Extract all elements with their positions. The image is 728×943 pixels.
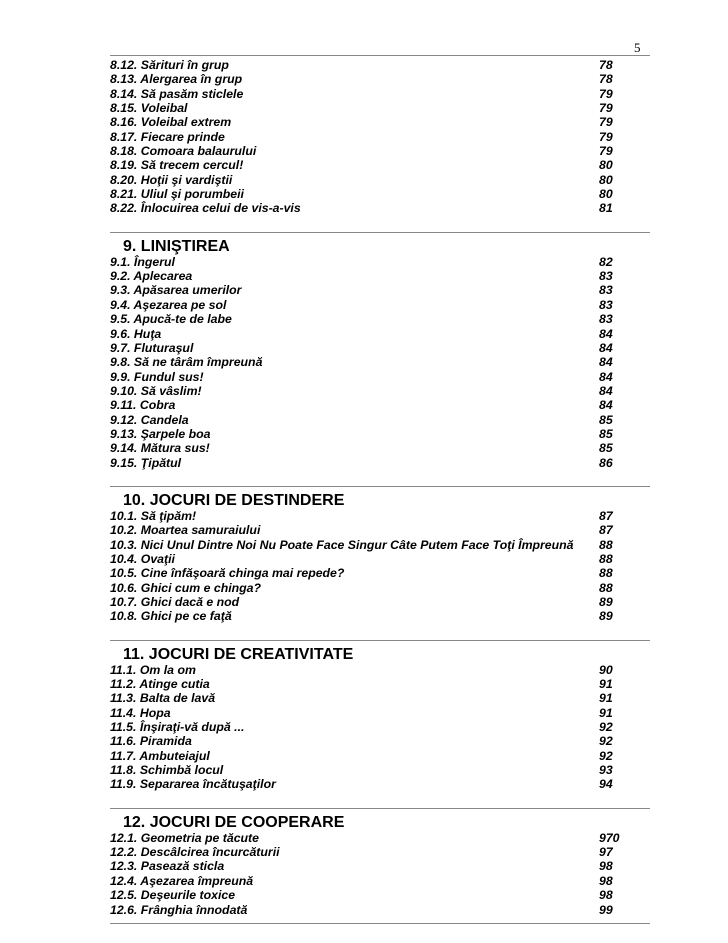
toc-entry-page: 82 <box>599 254 613 269</box>
section-heading: 12. JOCURI DE COOPERARE <box>123 813 345 831</box>
toc-entry-title: 12.1. Geometria pe tăcute <box>110 830 259 845</box>
toc-entry <box>110 173 650 187</box>
toc-entry-page: 92 <box>599 748 613 763</box>
toc-entry-title: 10.7. Ghici dacă e nod <box>110 595 240 609</box>
toc-entry <box>110 327 650 341</box>
toc-entry <box>110 663 650 677</box>
toc-entry-page: 85 <box>599 441 613 456</box>
toc-entry-title: 11.3. Balta de lavă <box>110 691 216 706</box>
toc-section <box>110 808 650 923</box>
toc-entry-page: 99 <box>599 902 613 917</box>
page-number: 5 <box>634 40 641 55</box>
toc-entry-title: 9.12. Candela <box>110 412 189 427</box>
toc-section <box>110 640 650 798</box>
toc-entry-page: 79 <box>599 144 613 159</box>
toc-entry-title: 9.13. Şarpele boa <box>110 426 211 441</box>
toc-entry-page: 97 <box>599 845 613 860</box>
toc-entry-title: 8.12. Sărituri în grup <box>110 58 229 72</box>
toc-entry-title: 12.5. Deşeurile toxice <box>110 888 236 903</box>
bottom-divider <box>110 923 650 924</box>
toc-entry-title: 9.8. Să ne târâm împreună <box>110 355 263 370</box>
toc-section <box>110 486 650 630</box>
toc-entry <box>110 509 650 523</box>
toc-entry <box>110 101 650 115</box>
section-divider <box>110 232 650 233</box>
toc-entry-title: 10.4. Ovaţii <box>110 551 175 566</box>
toc-entry <box>110 566 650 580</box>
section-divider <box>110 808 650 809</box>
toc-entry-page: 79 <box>599 115 613 130</box>
toc-entry-title: 8.21. Uliul şi porumbeii <box>110 187 244 202</box>
toc-entry <box>110 874 650 888</box>
toc-entry-page: 83 <box>599 312 613 327</box>
toc-entry-title: 10.6. Ghici cum e chinga? <box>110 580 262 595</box>
toc-entry-title: 9.6. Huţa <box>110 326 162 341</box>
toc-entry-title: 8.18. Comoara balaurului <box>110 144 257 159</box>
toc-entry-title: 11.4. Hopa <box>110 705 171 720</box>
toc-entry-title: 9.15. Ţipătul <box>110 455 182 470</box>
toc-entry <box>110 158 650 172</box>
toc-entry <box>110 456 650 470</box>
toc-entry-page: 92 <box>599 734 613 749</box>
toc-entry <box>110 523 650 537</box>
toc-entry-page: 93 <box>599 763 613 778</box>
toc-entry-title: 8.16. Voleibal extrem <box>110 115 232 130</box>
toc-entry-page: 88 <box>599 537 613 552</box>
toc-entry <box>110 201 650 215</box>
toc-entry <box>110 763 650 777</box>
toc-entry-page: 79 <box>599 101 613 116</box>
toc-entry <box>110 269 650 283</box>
toc-entry-title: 9.11. Cobra <box>110 398 176 413</box>
toc-entry-title: 11.5. Înşiraţi-vă după ... <box>110 720 245 735</box>
toc-entry-title: 10.1. Să ţipăm! <box>110 508 197 523</box>
toc-entry-title: 11.2. Atinge cutia <box>110 677 210 692</box>
toc-entry <box>110 691 650 705</box>
toc-entry <box>110 595 650 609</box>
toc-entry-title: 9.10. Să vâslim! <box>110 383 202 398</box>
toc-entry-page: 84 <box>599 369 613 384</box>
toc-entry-page: 87 <box>599 508 613 523</box>
toc-entry <box>110 845 650 859</box>
toc-entry <box>110 888 650 902</box>
toc-entry-title: 9.5. Apucă-te de labe <box>110 312 232 327</box>
toc-entry-page: 91 <box>599 691 613 706</box>
toc-entry-page: 85 <box>599 412 613 427</box>
toc-entry <box>110 677 650 691</box>
toc-entry-page: 78 <box>599 58 613 72</box>
toc-entry-page: 85 <box>599 426 613 441</box>
toc-section <box>110 232 650 476</box>
toc-entry-page: 91 <box>599 705 613 720</box>
toc-entry-page: 970 <box>599 830 620 845</box>
toc-entry-page: 92 <box>599 720 613 735</box>
toc-entry <box>110 87 650 101</box>
toc-entry-page: 98 <box>599 859 613 874</box>
toc-entry-page: 89 <box>599 595 613 609</box>
toc-entry-page: 80 <box>599 172 613 187</box>
table-of-contents <box>110 55 650 924</box>
toc-entry-title: 9.4. Aşezarea pe sol <box>110 297 227 312</box>
toc-entry-page: 79 <box>599 129 613 144</box>
toc-entry <box>110 903 650 917</box>
section-heading: 10. JOCURI DE DESTINDERE <box>123 491 345 509</box>
toc-entries <box>110 255 650 476</box>
toc-entry-page: 84 <box>599 340 613 355</box>
toc-entries <box>110 663 650 798</box>
toc-entry-page: 80 <box>599 158 613 173</box>
toc-entry-title: 9.2. Aplecarea <box>110 269 193 284</box>
toc-entry <box>110 413 650 427</box>
toc-entries <box>110 56 650 222</box>
toc-entry <box>110 777 650 791</box>
toc-entry <box>110 581 650 595</box>
toc-entry-page: 80 <box>599 187 613 202</box>
toc-entry-title: 11.9. Separarea încătuşaţilor <box>110 777 276 792</box>
toc-entry-page: 86 <box>599 455 613 470</box>
toc-entry-title: 9.1. Îngerul <box>110 254 175 269</box>
toc-entry-page: 84 <box>599 398 613 413</box>
toc-entry-title: 12.2. Descâlcirea încurcăturii <box>110 845 280 860</box>
toc-entry <box>110 130 650 144</box>
toc-entry <box>110 427 650 441</box>
toc-entry-title: 8.17. Fiecare prinde <box>110 129 225 144</box>
toc-entry <box>110 283 650 297</box>
toc-entry-page: 98 <box>599 873 613 888</box>
toc-entry-title: 12.6. Frânghia înnodată <box>110 902 248 917</box>
toc-entry-title: 10.5. Cine înfăşoară chinga mai repede? <box>110 566 345 581</box>
toc-entry-title: 9.14. Mătura sus! <box>110 441 210 456</box>
toc-section <box>110 55 650 222</box>
toc-entry <box>110 312 650 326</box>
toc-entry <box>110 144 650 158</box>
toc-entry-title: 10.3. Nici Unul Dintre Noi Nu Poate Face Singur Câte Putem Face Toţi Împreună <box>110 537 574 552</box>
toc-entry <box>110 58 650 72</box>
toc-entry-title: 12.4. Aşezarea împreună <box>110 873 254 888</box>
toc-entry-title: 11.1. Om la om <box>110 662 196 677</box>
toc-entry <box>110 398 650 412</box>
toc-entry <box>110 734 650 748</box>
toc-entry-page: 98 <box>599 888 613 903</box>
toc-entry-page: 88 <box>599 551 613 566</box>
toc-entry <box>110 441 650 455</box>
toc-entry-title: 11.8. Schimbă locul <box>110 763 224 778</box>
toc-entry-page: 90 <box>599 662 613 677</box>
toc-entry-title: 8.22. Înlocuirea celui de vis-a-vis <box>110 201 301 216</box>
toc-entry-title: 9.3. Apăsarea umerilor <box>110 283 242 298</box>
toc-entry <box>110 552 650 566</box>
toc-entry-page: 94 <box>599 777 613 792</box>
toc-entry-title: 12.3. Pasează sticla <box>110 859 225 874</box>
toc-entry-title: 8.19. Să trecem cercul! <box>110 158 244 173</box>
toc-entry-title: 9.7. Fluturaşul <box>110 340 194 355</box>
toc-entry-page: 79 <box>599 86 613 101</box>
toc-entry-page: 88 <box>599 580 613 595</box>
toc-entry <box>110 370 650 384</box>
toc-entries <box>110 509 650 630</box>
toc-entry <box>110 749 650 763</box>
toc-entry-page: 88 <box>599 566 613 581</box>
toc-entry <box>110 255 650 269</box>
toc-entry <box>110 187 650 201</box>
toc-entries <box>110 831 650 923</box>
toc-entry <box>110 720 650 734</box>
toc-entry-title: 10.8. Ghici pe ce faţă <box>110 609 232 624</box>
toc-entry-page: 91 <box>599 677 613 692</box>
toc-entry-page: 84 <box>599 355 613 370</box>
toc-entry-page: 78 <box>599 72 613 87</box>
toc-entry-title: 11.7. Ambuteiajul <box>110 748 210 763</box>
toc-entry-title: 10.2. Moartea samuraiului <box>110 523 261 538</box>
toc-entry-page: 83 <box>599 283 613 298</box>
toc-entry-title: 8.13. Alergarea în grup <box>110 72 243 87</box>
toc-entry <box>110 298 650 312</box>
toc-entry <box>110 609 650 623</box>
toc-entry-title: 9.9. Fundul sus! <box>110 369 204 384</box>
toc-entry <box>110 384 650 398</box>
toc-entry <box>110 859 650 873</box>
toc-entry-page: 87 <box>599 523 613 538</box>
toc-entry <box>110 115 650 129</box>
toc-entry-page: 83 <box>599 297 613 312</box>
toc-entry-page: 84 <box>599 383 613 398</box>
toc-entry-page: 84 <box>599 326 613 341</box>
section-heading: 9. LINIŞTIREA <box>123 237 230 255</box>
toc-entry <box>110 538 650 552</box>
toc-entry-page: 81 <box>599 201 613 216</box>
toc-entry-title: 8.15. Voleibal <box>110 101 188 116</box>
toc-entry <box>110 355 650 369</box>
section-divider <box>110 640 650 641</box>
toc-entry <box>110 706 650 720</box>
toc-entry <box>110 341 650 355</box>
toc-entry-title: 8.20. Hoţii şi vardiştii <box>110 172 233 187</box>
toc-entry-page: 89 <box>599 609 613 624</box>
section-divider <box>110 486 650 487</box>
toc-entry <box>110 72 650 86</box>
toc-entry-title: 11.6. Piramida <box>110 734 192 749</box>
toc-entry-page: 83 <box>599 269 613 284</box>
section-heading: 11. JOCURI DE CREATIVITATE <box>123 645 354 663</box>
toc-entry <box>110 831 650 845</box>
toc-entry-title: 8.14. Să pasăm sticlele <box>110 86 244 101</box>
